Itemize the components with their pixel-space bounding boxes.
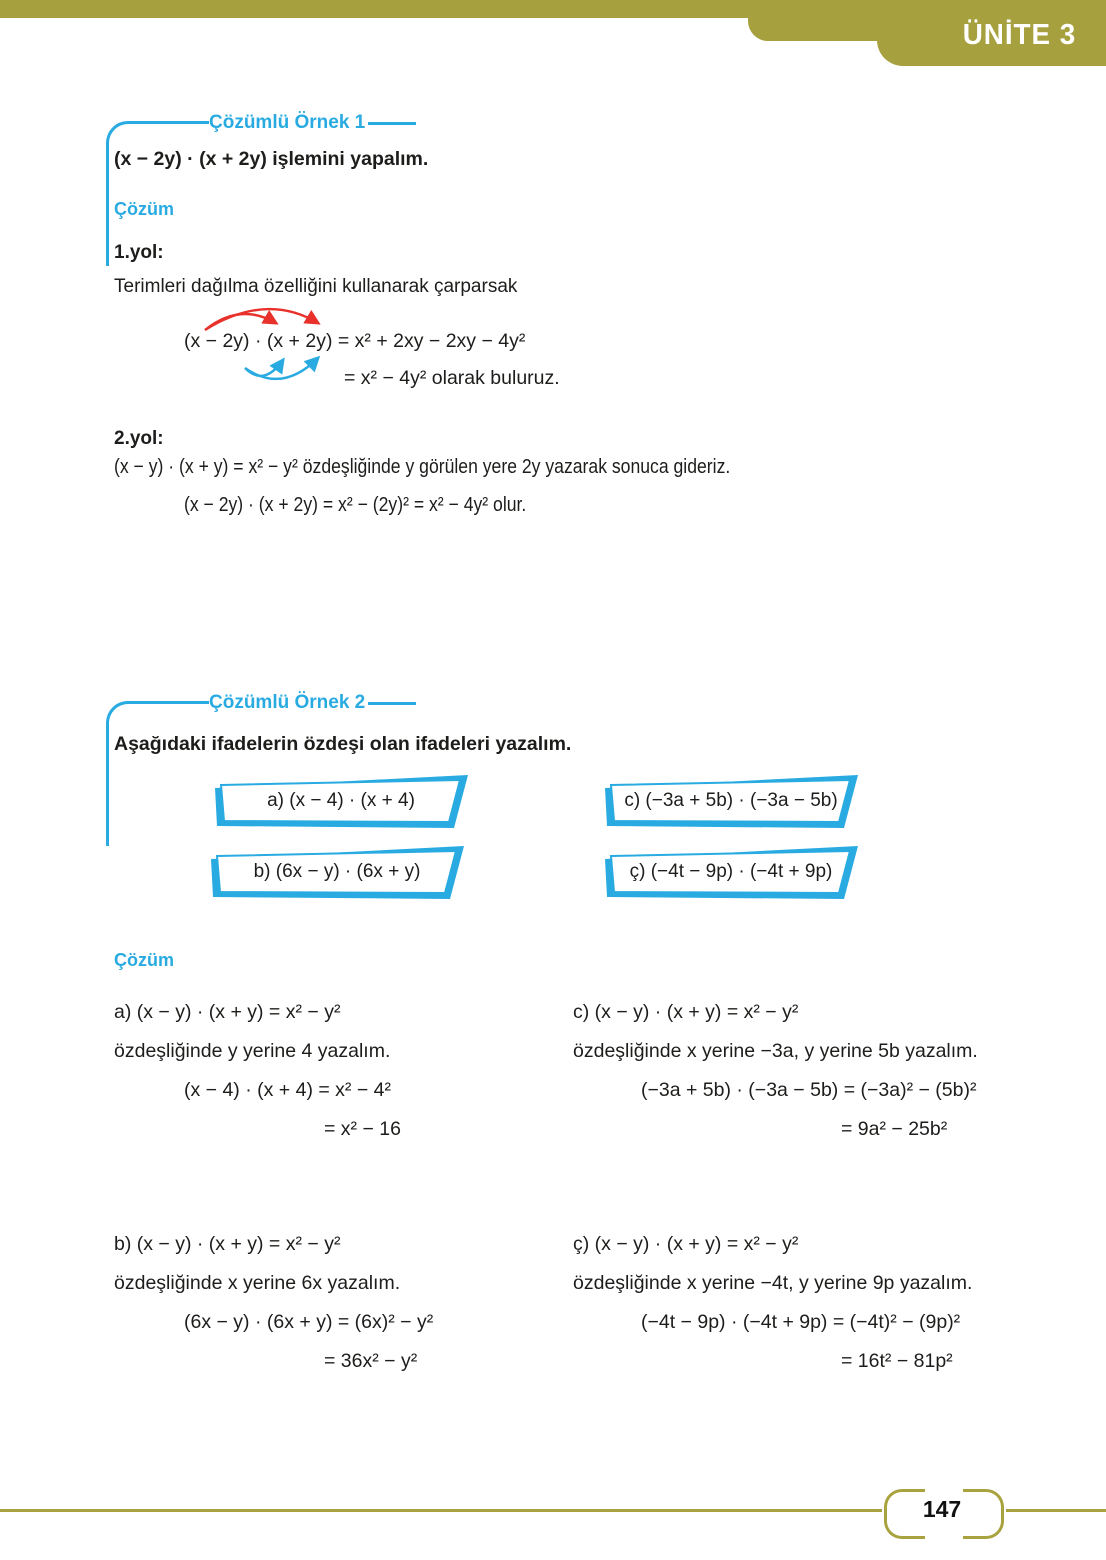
method1-label: 1.yol:: [114, 242, 164, 263]
unit-title: ÜNİTE 3: [962, 19, 1076, 51]
method2-substitution: (x − 2y) · (x + 2y) = x² − (2y)² = x² − 4y² olur.: [184, 494, 527, 516]
expression-box-cedilla: [602, 846, 860, 900]
solution-b-note: özdeşliğinde x yerine 6x yazalım.: [114, 1272, 401, 1294]
solution-c-note: özdeşliğinde x yerine −3a, y yerine 5b yazalım.: [573, 1040, 978, 1062]
foil-arrows: [178, 288, 568, 398]
method2-identity: (x − y) · (x + y) = x² − y² özdeşliğinde y görülen yere 2y yazarak sonuca gideriz.: [114, 456, 731, 478]
solution-b-result: = 36x² − y²: [324, 1350, 418, 1372]
solution-a: [114, 1000, 584, 1156]
solution-c-identity: c) (x − y) · (x + y) = x² − y²: [573, 1001, 799, 1023]
expression-cedilla-label: ç) (−4t − 9p) · (−4t + 9p): [629, 861, 833, 882]
footer-rule-right: [1006, 1509, 1106, 1512]
footer-rule-left: [0, 1509, 882, 1512]
example2-title-dash: [368, 702, 416, 705]
expression-b-label: b) (6x − y) · (6x + y): [253, 861, 421, 882]
solution-cedilla-result: = 16t² − 81p²: [841, 1350, 953, 1372]
method1-result: = x² − 4y² olarak buluruz.: [344, 367, 560, 389]
example1-title-dash: [368, 122, 416, 125]
example2-title: Çözümlü Örnek 2: [209, 692, 366, 713]
solution-a-step: (x − 4) · (x + 4) = x² − 4²: [184, 1079, 391, 1101]
expression-box-b: [208, 846, 466, 900]
solution-c-result: = 9a² − 25b²: [841, 1118, 948, 1140]
example1-title: Çözümlü Örnek 1: [209, 112, 366, 133]
example2-solution-label: Çözüm: [114, 950, 174, 970]
solution-cedilla: [573, 1232, 1043, 1388]
solution-b-step: (6x − y) · (6x + y) = (6x)² − y²: [184, 1311, 434, 1333]
expression-c-label: c) (−3a + 5b) · (−3a − 5b): [624, 790, 838, 811]
page-number: 147: [922, 1496, 962, 1522]
method1-intro: Terimleri dağılma özelliğini kullanarak çarparsak: [114, 276, 518, 297]
expression-box-a: [212, 775, 470, 829]
blue-foil-arrows: [245, 358, 318, 379]
solution-a-result: = x² − 16: [324, 1118, 401, 1140]
solution-c-step: (−3a + 5b) · (−3a − 5b) = (−3a)² − (5b)²: [641, 1079, 977, 1101]
example1-problem: (x − 2y) · (x + 2y) işlemini yapalım.: [114, 148, 429, 170]
example2-problem: Aşağıdaki ifadelerin özdeşi olan ifadeleri yazalım.: [114, 733, 572, 755]
solution-b-identity: b) (x − y) · (x + y) = x² − y²: [114, 1233, 341, 1255]
red-foil-arrows: [205, 309, 318, 330]
example2-bracket: [106, 701, 209, 846]
method1-expansion: (x − 2y) · (x + 2y) = x² + 2xy − 2xy − 4y²: [184, 330, 526, 352]
solution-a-identity: a) (x − y) · (x + y) = x² − y²: [114, 1001, 341, 1023]
solution-b: [114, 1232, 584, 1388]
solution-cedilla-identity: ç) (x − y) · (x + y) = x² − y²: [573, 1233, 799, 1255]
solution-cedilla-step: (−4t − 9p) · (−4t + 9p) = (−4t)² − (9p)²: [641, 1311, 961, 1333]
expression-a-label: a) (x − 4) · (x + 4): [267, 790, 415, 811]
solution-cedilla-note: özdeşliğinde x yerine −4t, y yerine 9p yazalım.: [573, 1272, 973, 1294]
method2-label: 2.yol:: [114, 428, 164, 449]
expression-box-c: [602, 775, 860, 829]
example1-solution-label: Çözüm: [114, 199, 174, 219]
solution-c: [573, 1000, 1043, 1156]
solution-a-note: özdeşliğinde y yerine 4 yazalım.: [114, 1040, 391, 1062]
